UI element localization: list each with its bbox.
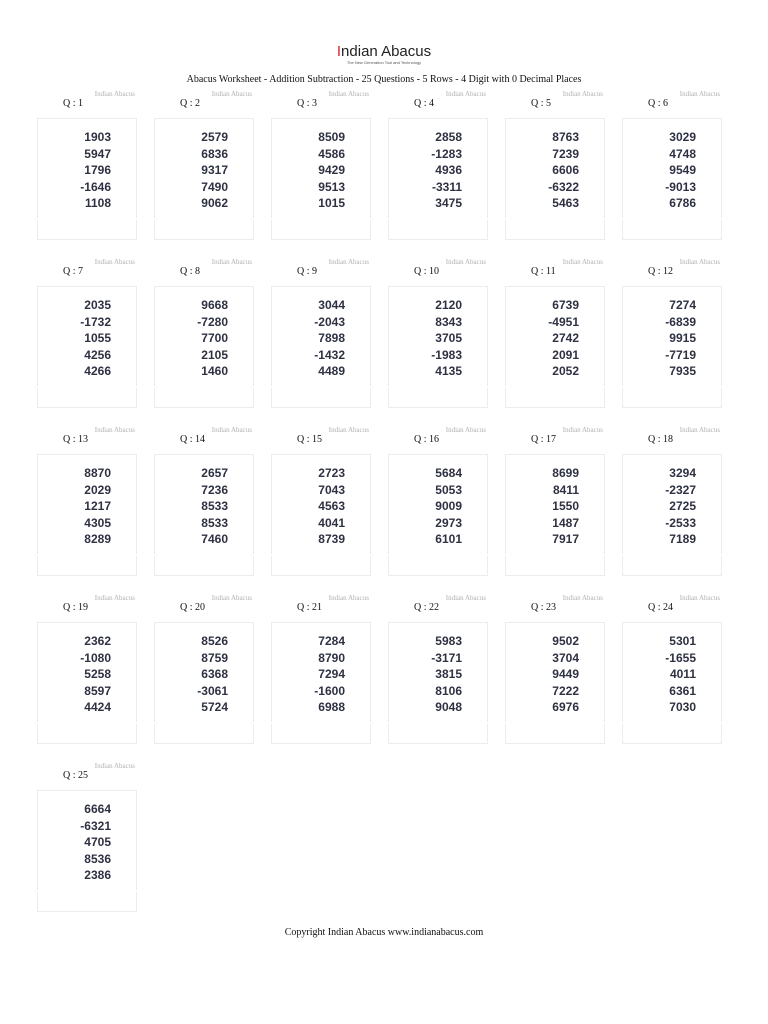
- question-label: Q : 9: [297, 266, 317, 277]
- question-number: -2043: [314, 314, 345, 329]
- question-label: Q : 5: [531, 98, 551, 109]
- watermark: Indian Abacus: [679, 594, 720, 602]
- watermark: Indian Abacus: [94, 90, 135, 98]
- question-number: 3475: [435, 196, 462, 210]
- question-number: 9449: [552, 667, 579, 681]
- question-number: 8536: [84, 851, 111, 866]
- question-number: 4305: [84, 515, 111, 530]
- question-number: 4936: [435, 163, 462, 177]
- question-number: 9668: [201, 298, 228, 312]
- watermark: Indian Abacus: [94, 594, 135, 602]
- answer-box[interactable]: [37, 724, 137, 744]
- question-label: Q : 22: [414, 602, 439, 613]
- question-number: 1217: [84, 499, 111, 513]
- question-number: 8533: [201, 515, 228, 530]
- number-column: [505, 297, 579, 380]
- question-number: -6322: [548, 179, 579, 194]
- number-column: [388, 465, 462, 548]
- number-column: [388, 633, 462, 716]
- question-card: [622, 258, 722, 408]
- question-label: Q : 20: [180, 602, 205, 613]
- question-number: 3029: [669, 130, 696, 144]
- question-number: -1283: [431, 146, 462, 161]
- question-number: 9502: [552, 634, 579, 648]
- question-number: -3061: [197, 683, 228, 698]
- question-card: [271, 426, 371, 576]
- number-column: [622, 633, 696, 716]
- question-label: Q : 12: [648, 266, 673, 277]
- copyright-footer: Copyright Indian Abacus www.indianabacus.com: [284, 927, 484, 938]
- question-number: 4489: [318, 364, 345, 378]
- question-number: 3705: [435, 331, 462, 345]
- number-column: [37, 465, 111, 548]
- question-number: 7274: [669, 298, 696, 312]
- question-number: 7917: [552, 532, 579, 546]
- question-number: 1550: [552, 499, 579, 513]
- question-card: [154, 594, 254, 744]
- question-card: [271, 594, 371, 744]
- worksheet-title: Abacus Worksheet - Addition Subtraction - 25 Questions - 5 Rows - 4 Digit with 0 Decimal Places: [186, 74, 582, 85]
- question-number: 7189: [669, 532, 696, 546]
- question-number: 5301: [669, 634, 696, 648]
- answer-box[interactable]: [505, 388, 605, 408]
- question-number: -7280: [197, 314, 228, 329]
- question-card: [37, 258, 137, 408]
- question-number: -2327: [665, 482, 696, 497]
- number-column: [154, 465, 228, 548]
- answer-box[interactable]: [388, 724, 488, 744]
- number-column: [505, 129, 579, 212]
- answer-box[interactable]: [271, 556, 371, 576]
- question-number: 6836: [201, 146, 228, 161]
- question-number: -1432: [314, 347, 345, 362]
- question-number: 5463: [552, 196, 579, 210]
- logo-name: [0, 44, 768, 60]
- logo-name-rest: ndian Abacus: [341, 43, 432, 60]
- question-card: [37, 426, 137, 576]
- question-label: Q : 8: [180, 266, 200, 277]
- watermark: Indian Abacus: [445, 90, 486, 98]
- number-column: [271, 129, 345, 212]
- question-number: 8509: [318, 130, 345, 144]
- question-number: 9048: [435, 700, 462, 714]
- answer-box[interactable]: [388, 220, 488, 240]
- question-number: 2579: [201, 130, 228, 144]
- question-card: [388, 258, 488, 408]
- question-number: 7284: [318, 634, 345, 648]
- question-number: 4748: [669, 146, 696, 161]
- watermark: Indian Abacus: [94, 762, 135, 770]
- question-card: [622, 426, 722, 576]
- question-number: -1655: [665, 650, 696, 665]
- question-number: 4705: [84, 835, 111, 849]
- question-number: 1015: [318, 196, 345, 210]
- question-number: 6664: [84, 802, 111, 816]
- question-number: 6988: [318, 700, 345, 714]
- number-column: [388, 297, 462, 380]
- watermark: Indian Abacus: [562, 90, 603, 98]
- question-card: [622, 90, 722, 240]
- question-number: 7222: [552, 683, 579, 698]
- question-number: 5724: [201, 700, 228, 714]
- answer-box[interactable]: [271, 220, 371, 240]
- question-number: 3044: [318, 298, 345, 312]
- number-column: [37, 129, 111, 212]
- question-number: 8343: [435, 314, 462, 329]
- question-card: [388, 426, 488, 576]
- question-number: 2657: [201, 466, 228, 480]
- question-number: -4951: [548, 314, 579, 329]
- answer-box[interactable]: [154, 724, 254, 744]
- number-column: [622, 129, 696, 212]
- watermark: Indian Abacus: [328, 594, 369, 602]
- question-number: 2052: [552, 364, 579, 378]
- question-number: -9013: [665, 179, 696, 194]
- question-card: [505, 258, 605, 408]
- question-label: Q : 25: [63, 770, 88, 781]
- question-number: 7030: [669, 700, 696, 714]
- question-card: [154, 426, 254, 576]
- logo-tagline: The New Generation Tool and Technology: [346, 60, 422, 65]
- question-number: 9009: [435, 499, 462, 513]
- answer-box[interactable]: [37, 556, 137, 576]
- question-number: 7236: [201, 482, 228, 497]
- question-number: 8411: [552, 482, 579, 497]
- question-label: Q : 23: [531, 602, 556, 613]
- question-number: 7898: [318, 331, 345, 345]
- answer-box[interactable]: [622, 220, 722, 240]
- question-label: Q : 16: [414, 434, 439, 445]
- question-number: 7935: [669, 364, 696, 378]
- question-number: 4424: [84, 700, 111, 714]
- question-card: [388, 90, 488, 240]
- question-number: 6361: [669, 683, 696, 698]
- number-column: [154, 297, 228, 380]
- question-number: -3311: [431, 179, 462, 194]
- question-label: Q : 3: [297, 98, 317, 109]
- question-number: 8763: [552, 130, 579, 144]
- watermark: Indian Abacus: [679, 258, 720, 266]
- question-number: 1460: [201, 364, 228, 378]
- number-column: [271, 633, 345, 716]
- question-number: 1903: [84, 130, 111, 144]
- question-number: 2029: [84, 482, 111, 497]
- question-label: Q : 14: [180, 434, 205, 445]
- question-number: 7700: [201, 331, 228, 345]
- question-number: -1646: [80, 179, 111, 194]
- question-label: Q : 2: [180, 98, 200, 109]
- question-number: 7043: [318, 482, 345, 497]
- question-number: 9549: [669, 163, 696, 177]
- number-column: [505, 465, 579, 548]
- number-column: [37, 633, 111, 716]
- answer-box[interactable]: [622, 388, 722, 408]
- question-number: 6739: [552, 298, 579, 312]
- question-number: 6368: [201, 667, 228, 681]
- watermark: Indian Abacus: [94, 426, 135, 434]
- question-card: [388, 594, 488, 744]
- watermark: Indian Abacus: [562, 594, 603, 602]
- question-number: 4256: [84, 347, 111, 362]
- question-number: 7294: [318, 667, 345, 681]
- question-number: 8699: [552, 466, 579, 480]
- question-label: Q : 1: [63, 98, 83, 109]
- watermark: Indian Abacus: [211, 594, 252, 602]
- watermark: Indian Abacus: [328, 90, 369, 98]
- question-number: 8790: [318, 650, 345, 665]
- watermark: Indian Abacus: [94, 258, 135, 266]
- question-number: 9317: [201, 163, 228, 177]
- question-card: [37, 90, 137, 240]
- watermark: Indian Abacus: [211, 90, 252, 98]
- question-number: 8533: [201, 499, 228, 513]
- answer-box[interactable]: [37, 388, 137, 408]
- question-number: -2533: [665, 515, 696, 530]
- question-number: 7490: [201, 179, 228, 194]
- question-card: [505, 426, 605, 576]
- question-number: -6839: [665, 314, 696, 329]
- logo-first-letter: I: [336, 43, 342, 60]
- question-number: 9062: [201, 196, 228, 210]
- answer-box[interactable]: [271, 724, 371, 744]
- question-label: Q : 11: [531, 266, 556, 277]
- question-number: 2386: [84, 868, 111, 882]
- watermark: Indian Abacus: [562, 258, 603, 266]
- watermark: Indian Abacus: [679, 90, 720, 98]
- question-number: -1983: [431, 347, 462, 362]
- question-number: 8597: [84, 683, 111, 698]
- question-label: Q : 24: [648, 602, 673, 613]
- question-card: [154, 258, 254, 408]
- question-number: 2120: [435, 298, 462, 312]
- answer-box[interactable]: [37, 892, 137, 912]
- question-number: 9429: [318, 163, 345, 177]
- question-number: -7719: [665, 347, 696, 362]
- watermark: Indian Abacus: [211, 426, 252, 434]
- question-card: [154, 90, 254, 240]
- question-card: [37, 594, 137, 744]
- question-label: Q : 17: [531, 434, 556, 445]
- question-number: 6976: [552, 700, 579, 714]
- number-column: [271, 297, 345, 380]
- number-column: [154, 129, 228, 212]
- question-number: 2035: [84, 298, 111, 312]
- answer-box[interactable]: [154, 556, 254, 576]
- question-label: Q : 13: [63, 434, 88, 445]
- question-number: 5684: [435, 466, 462, 480]
- watermark: Indian Abacus: [445, 426, 486, 434]
- watermark: Indian Abacus: [445, 258, 486, 266]
- answer-box[interactable]: [505, 556, 605, 576]
- number-column: [388, 129, 462, 212]
- question-number: 1055: [84, 331, 111, 345]
- question-label: Q : 18: [648, 434, 673, 445]
- question-number: 5947: [84, 146, 111, 161]
- answer-box[interactable]: [154, 220, 254, 240]
- answer-box[interactable]: [37, 220, 137, 240]
- question-card: [271, 258, 371, 408]
- question-number: 6606: [552, 163, 579, 177]
- question-label: Q : 21: [297, 602, 322, 613]
- question-number: 4135: [435, 364, 462, 378]
- question-number: 9513: [318, 179, 345, 194]
- watermark: Indian Abacus: [679, 426, 720, 434]
- question-label: Q : 6: [648, 98, 668, 109]
- watermark: Indian Abacus: [328, 426, 369, 434]
- question-number: 1108: [84, 196, 111, 210]
- question-number: 4041: [318, 515, 345, 530]
- number-column: [505, 633, 579, 716]
- question-number: 8106: [435, 683, 462, 698]
- watermark: Indian Abacus: [445, 594, 486, 602]
- question-number: 1487: [552, 515, 579, 530]
- number-column: [37, 801, 111, 884]
- question-number: 4586: [318, 146, 345, 161]
- question-number: 9915: [669, 331, 696, 345]
- question-number: 4563: [318, 499, 345, 513]
- answer-box[interactable]: [622, 724, 722, 744]
- question-number: 5053: [435, 482, 462, 497]
- answer-box[interactable]: [271, 388, 371, 408]
- question-number: 2973: [435, 515, 462, 530]
- question-number: 3294: [669, 466, 696, 480]
- number-column: [622, 465, 696, 548]
- question-number: 8870: [84, 466, 111, 480]
- watermark: Indian Abacus: [562, 426, 603, 434]
- answer-box[interactable]: [505, 724, 605, 744]
- question-label: Q : 7: [63, 266, 83, 277]
- question-label: Q : 4: [414, 98, 434, 109]
- question-number: 2725: [669, 499, 696, 513]
- question-number: 3704: [552, 650, 579, 665]
- question-number: 2858: [435, 130, 462, 144]
- question-number: 4266: [84, 364, 111, 378]
- watermark: Indian Abacus: [328, 258, 369, 266]
- answer-box[interactable]: [154, 388, 254, 408]
- question-number: -3171: [431, 650, 462, 665]
- question-number: 3815: [435, 667, 462, 681]
- question-number: 8289: [84, 532, 111, 546]
- answer-box[interactable]: [505, 220, 605, 240]
- question-number: 1796: [84, 163, 111, 177]
- question-card: [37, 762, 137, 912]
- question-card: [505, 594, 605, 744]
- question-label: Q : 10: [414, 266, 439, 277]
- question-label: Q : 15: [297, 434, 322, 445]
- question-number: 2362: [84, 634, 111, 648]
- question-number: 5258: [84, 667, 111, 681]
- question-number: -6321: [80, 818, 111, 833]
- number-column: [37, 297, 111, 380]
- question-number: 7460: [201, 532, 228, 546]
- question-number: 2742: [552, 331, 579, 345]
- number-column: [154, 633, 228, 716]
- logo: [0, 44, 768, 66]
- question-number: 4011: [669, 667, 696, 681]
- question-number: 2723: [318, 466, 345, 480]
- question-number: 7239: [552, 146, 579, 161]
- answer-box[interactable]: [388, 556, 488, 576]
- question-number: 6786: [669, 196, 696, 210]
- watermark: Indian Abacus: [211, 258, 252, 266]
- question-card: [271, 90, 371, 240]
- answer-box[interactable]: [622, 556, 722, 576]
- answer-box[interactable]: [388, 388, 488, 408]
- number-column: [622, 297, 696, 380]
- question-label: Q : 19: [63, 602, 88, 613]
- question-card: [622, 594, 722, 744]
- question-card: [505, 90, 605, 240]
- question-number: 8759: [201, 650, 228, 665]
- question-number: -1732: [80, 314, 111, 329]
- number-column: [271, 465, 345, 548]
- question-number: 2091: [552, 347, 579, 362]
- question-number: 6101: [435, 532, 462, 546]
- question-number: -1600: [314, 683, 345, 698]
- question-number: 2105: [201, 347, 228, 362]
- question-number: 8739: [318, 532, 345, 546]
- question-number: 8526: [201, 634, 228, 648]
- question-number: -1080: [80, 650, 111, 665]
- question-number: 5983: [435, 634, 462, 648]
